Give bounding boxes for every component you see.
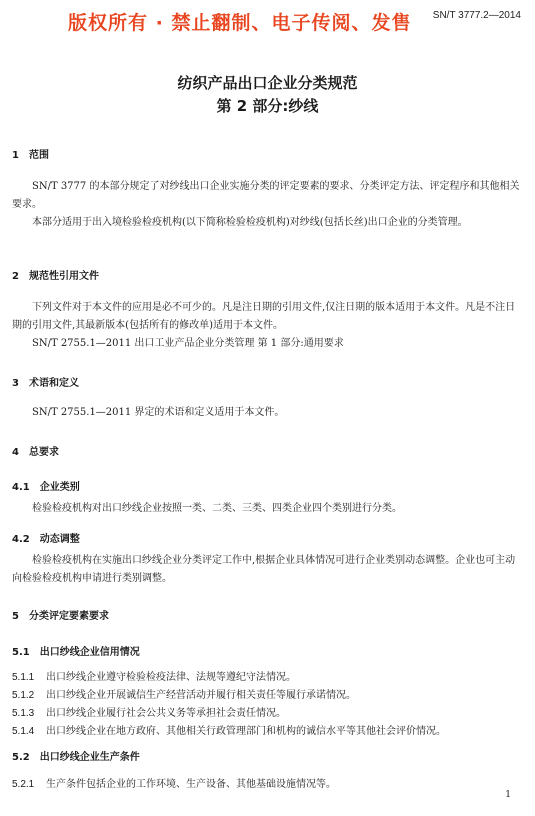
section-title: 分类评定要素要求 — [28, 611, 109, 622]
section-number: 5.2 — [12, 752, 30, 763]
section-number: 4.1 — [12, 482, 30, 493]
section-number: 5 — [12, 611, 19, 622]
clause-number: 5.1.2 — [12, 690, 35, 701]
document-title: 纺织产品出口企业分类规范 — [177, 74, 358, 92]
section-heading-2 — [12, 267, 99, 282]
section-heading-5-2 — [12, 748, 140, 763]
section-heading-5 — [12, 607, 109, 622]
clause-5-1-1 — [12, 668, 296, 683]
page-number: 1 — [505, 790, 511, 800]
section-heading-3 — [12, 374, 79, 389]
section-title: 出口纱线企业信用情况 — [39, 647, 140, 658]
section-number: 3 — [12, 378, 19, 389]
section-heading-1 — [12, 146, 49, 161]
section-heading-4 — [12, 443, 59, 458]
clause-text: 出口纱线企业遵守检验检疫法律、法规等遵纪守法情况。 — [46, 672, 296, 683]
watermark-text: 版权所有 · 禁止翻制、电子传阅、发售 — [68, 12, 412, 34]
paragraph: SN/T 2755.1—2011 界定的术语和定义适用于本文件。 — [32, 407, 285, 418]
section-number: 2 — [12, 271, 19, 282]
clause-number: 5.1.1 — [12, 672, 35, 683]
clause-text: 出口纱线企业开展诚信生产经营活动并履行相关责任等履行承诺情况。 — [46, 690, 356, 701]
paragraph: 检验检疫机构对出口纱线企业按照一类、二类、三类、四类企业四个类别进行分类。 — [32, 503, 402, 514]
section-number: 5.1 — [12, 647, 30, 658]
clause-number: 5.1.4 — [12, 726, 35, 737]
clause-text: 出口纱线企业在地方政府、其他相关行政管理部门和机构的诚信水平等其他社会评价情况。 — [46, 726, 446, 737]
section-title: 术语和定义 — [28, 378, 79, 389]
section-title: 规范性引用文件 — [28, 271, 99, 282]
section-title: 总要求 — [28, 447, 59, 458]
clause-5-2-1 — [12, 775, 336, 790]
section-heading-4-1 — [12, 478, 80, 493]
section-number: 4.2 — [12, 534, 30, 545]
clause-text: 生产条件包括企业的工作环境、生产设备、其他基础设施情况等。 — [46, 779, 336, 790]
section-title: 出口纱线企业生产条件 — [39, 752, 140, 763]
section-title: 范围 — [28, 150, 49, 161]
section-heading-4-2 — [12, 530, 80, 545]
section-number: 1 — [12, 150, 19, 161]
clause-text: 出口纱线企业履行社会公共义务等承担社会责任情况。 — [46, 708, 286, 719]
section-number: 4 — [12, 447, 19, 458]
standard-number: SN/T 3777.2—2014 — [432, 10, 521, 21]
clause-5-1-3 — [12, 704, 286, 719]
clause-5-1-4 — [12, 722, 446, 737]
section-title: 企业类别 — [39, 482, 80, 493]
paragraph: 下列文件对于本文件的应用是必不可少的。凡是注日期的引用文件,仅注日期的版本适用于本文件。凡是不注日期的引用文件,其最新版本(包括所有的修改单)适用于本文件。 — [12, 302, 516, 331]
document-subtitle: 第 2 部分:纱线 — [216, 97, 319, 115]
section-title: 动态调整 — [39, 534, 80, 545]
reference-item: SN/T 2755.1—2011 出口工业产品企业分类管理 第 1 部分:通用要求 — [32, 338, 344, 349]
paragraph: SN/T 3777 的本部分规定了对纱线出口企业实施分类的评定要素的要求、分类评定方法、评定程序和其他相关要求。 — [12, 181, 520, 210]
paragraph: 本部分适用于出入境检验检疫机构(以下简称检验检疫机构)对纱线(包括长丝)出口企业的分类管理。 — [32, 217, 468, 228]
section-heading-5-1 — [12, 643, 140, 658]
clause-5-1-2 — [12, 686, 356, 701]
clause-number: 5.1.3 — [12, 708, 35, 719]
clause-number: 5.2.1 — [12, 779, 35, 790]
paragraph: 检验检疫机构在实施出口纱线企业分类评定工作中,根据企业具体情况可进行企业类别动态调整。企业也可主动向检验检疫机构申请进行类别调整。 — [12, 555, 516, 584]
